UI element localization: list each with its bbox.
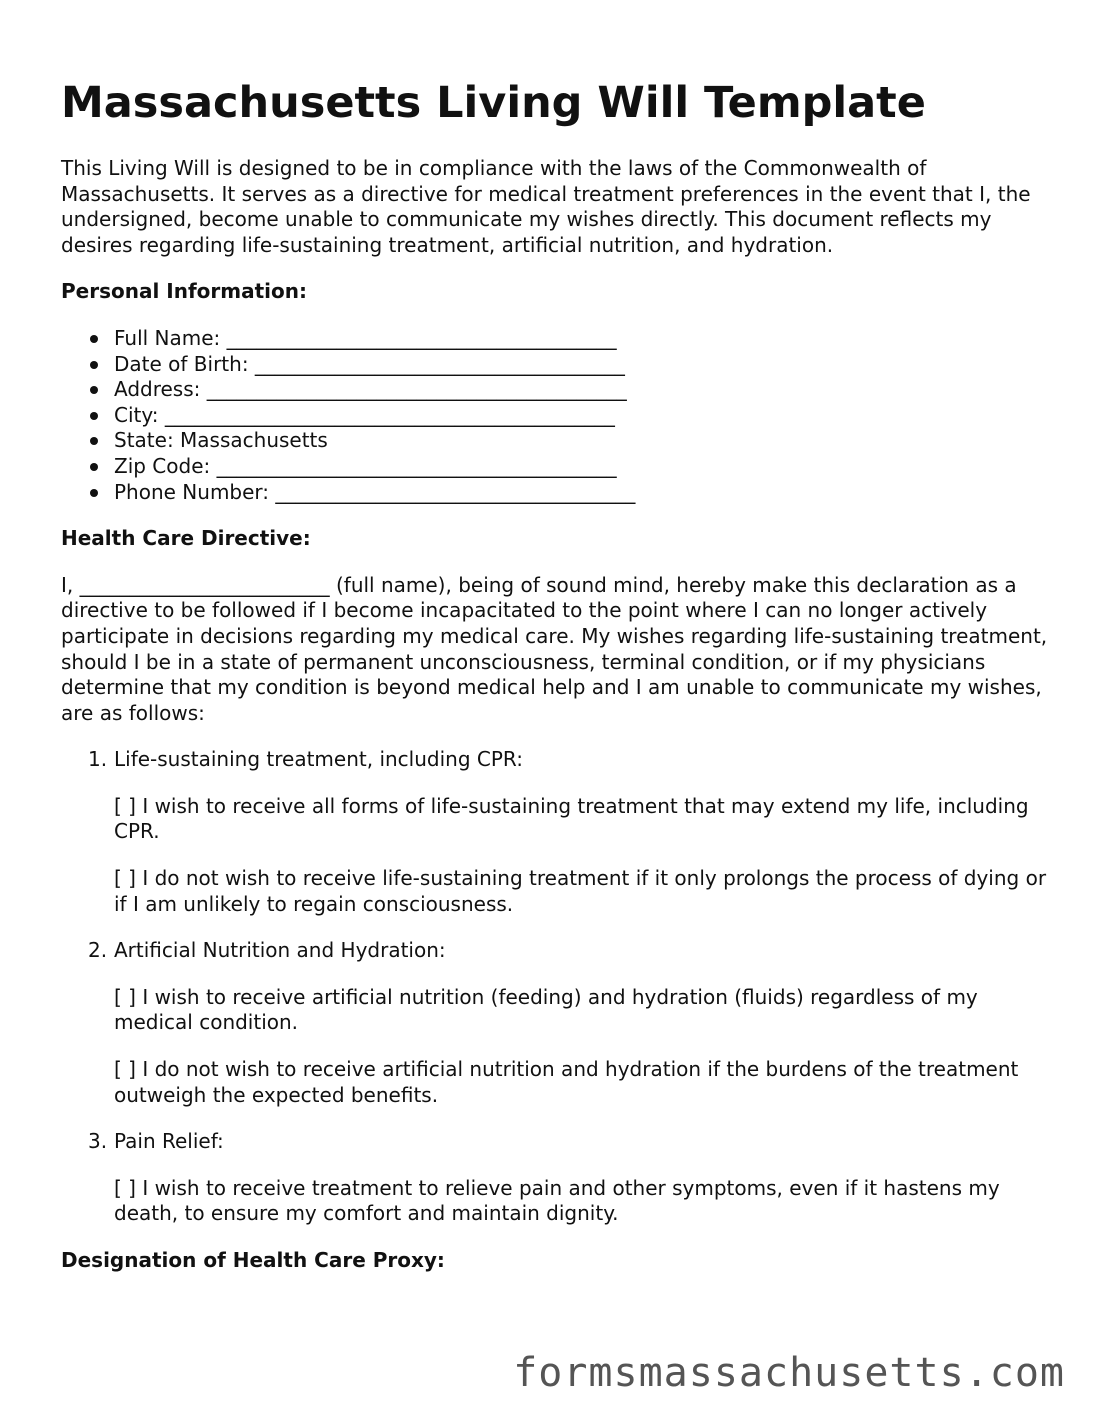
option-receive-pain-relief: [ ] I wish to receive treatment to relieve pain and other symptoms, even if it hastens my death, to ensure my comfort and maintain dignity. <box>114 1175 1000 1226</box>
option-decline-cpr: [ ] I do not wish to receive life-sustaining treatment if it only prolongs the process of dying or if I am unlikely to regain consciousness. <box>114 866 1047 916</box>
proxy-heading: Designation of Health Care Proxy: <box>61 1248 445 1272</box>
list-item <box>114 326 1051 352</box>
field-full-name: Full Name: _______________________________________ <box>114 325 617 350</box>
document-title: Massachusetts Living Will Template <box>61 78 926 128</box>
option-receive-cpr: [ ] I wish to receive all forms of life-sustaining treatment that may extend my life, including CPR. <box>114 793 1029 844</box>
option-decline-nutrition: [ ] I do not wish to receive artificial nutrition and hydration if the burdens of the treatment outweigh the expected benefits. <box>114 1057 1019 1107</box>
directive-item-pain-relief <box>88 1129 1051 1227</box>
personal-info-list <box>61 326 1051 505</box>
item-title: Artificial Nutrition and Hydration: <box>114 938 446 963</box>
field-city: City: _____________________________________________ <box>114 402 615 427</box>
field-state: State: Massachusetts <box>114 428 328 453</box>
field-date-of-birth: Date of Birth: _____________________________________ <box>114 351 625 376</box>
item-number: 1. <box>88 747 108 772</box>
option-receive-nutrition: [ ] I wish to receive artificial nutrition (feeding) and hydration (fluids) regardless of my medical condition. <box>114 984 978 1035</box>
directive-item-cpr <box>88 747 1051 917</box>
list-item <box>114 403 1051 429</box>
item-number: 3. <box>88 1129 108 1154</box>
list-item <box>114 377 1051 403</box>
directive-heading: Health Care Directive: <box>61 526 311 551</box>
list-item <box>114 454 1051 480</box>
bullet-icon <box>90 386 98 394</box>
field-address: Address: __________________________________________ <box>114 377 627 402</box>
intro-paragraph: This Living Will is designed to be in compliance with the laws of the Commonwealth of Massachusetts. It serves as a directive for medical treatment preferences in the event that I, the undersigned, become unable to communicate my wishes directly. This document reflects my desires regarding life-sustaining treatment, artificial nutrition, and hydration. <box>61 156 1031 257</box>
field-phone-number: Phone Number: ____________________________________ <box>114 479 636 504</box>
field-zip-code: Zip Code: ________________________________________ <box>114 453 617 478</box>
bullet-icon <box>90 361 98 369</box>
bullet-icon <box>90 412 98 420</box>
list-item <box>114 480 1051 506</box>
directive-item-nutrition <box>88 938 1051 1108</box>
watermark: formsmassachusetts.com <box>513 1350 1065 1396</box>
personal-info-heading: Personal Information: <box>61 279 307 304</box>
bullet-icon <box>90 463 98 471</box>
directive-paragraph: I, _________________________ (full name), being of sound mind, hereby make this declaration as a directive to be followed if I become incapacitated to the point where I can no longer actively participate in decisions regarding my medical care. My wishes regarding life-sustaining treatment, should I be in a state of permanent unconsciousness, terminal condition, or if my physicians determine that my condition is beyond medical help and I am unable to communicate my wishes, are as follows: <box>61 572 1048 725</box>
document-page <box>61 74 1051 1295</box>
item-title: Life-sustaining treatment, including CPR: <box>114 747 523 772</box>
list-item <box>114 428 1051 454</box>
list-item <box>114 352 1051 378</box>
bullet-icon <box>90 335 98 343</box>
item-number: 2. <box>88 938 108 963</box>
bullet-icon <box>90 489 98 497</box>
item-title: Pain Relief: <box>114 1129 224 1154</box>
bullet-icon <box>90 437 98 445</box>
directive-items <box>61 747 1051 1227</box>
